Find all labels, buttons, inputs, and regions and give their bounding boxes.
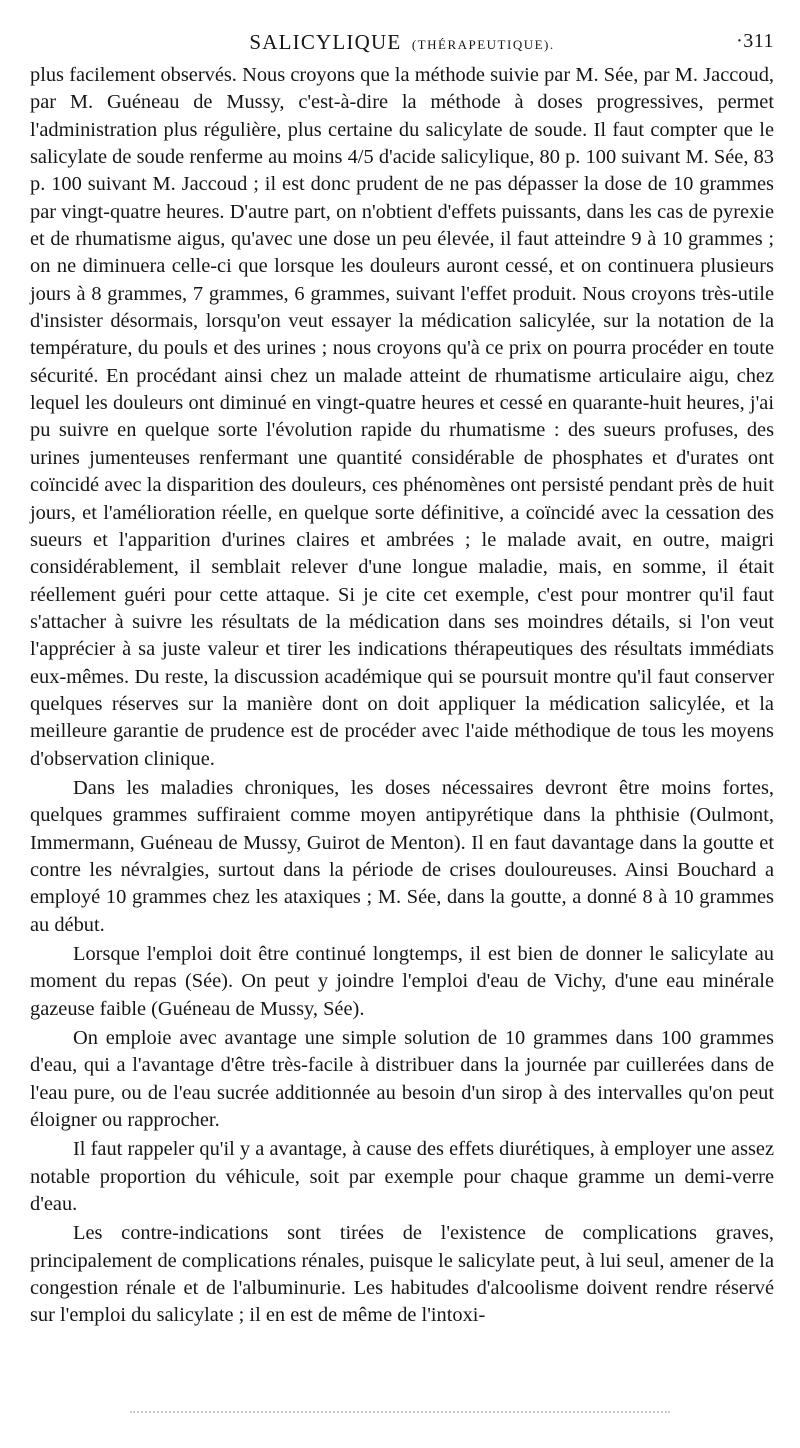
body-text xyxy=(30,62,774,1330)
paragraph-long-term-use: Lorsque l'emploi doit être continué longtemps, il est bien de donner le salicylate au moment du repas (Sée). On peut y joindre l'emploi d'eau de Vichy, d'une eau minérale gazeuse faible (Guéneau de Mussy, Sée). xyxy=(30,943,774,1020)
running-head xyxy=(30,30,774,60)
running-title xyxy=(30,30,774,55)
footer-rule xyxy=(130,1411,670,1413)
paragraph-chronic-diseases: Dans les maladies chroniques, les doses nécessaires devront être moins fortes, quelques grammes suffiraient comme moyen antipyrétique dans la phthisie (Oulmont, Immermann, Guéneau de Mussy, Guirot de Menton). Il en faut davantage dans la goutte et contre les névralgies, surtout dans la période de crises douloureuses. Ainsi Bouchard a employé 10 grammes chez les ataxiques ; M. Sée, dans la goutte, a donné 8 à 10 grammes au début. xyxy=(30,776,774,936)
paragraph-continuation: plus facilement observés. Nous croyons que la méthode suivie par M. Sée, par M. Jaccoud, par M. Guéneau de Mussy, c'est-à-dire la méthode à doses progressives, permet l'administration plus régulière, plus certaine du salicylate de soude. Il faut compter que le salicylate de soude renferme au moins 4/5 d'acide salicylique, 80 p. 100 suivant M. Sée, 83 p. 100 suivant M. Jaccoud ; il est donc prudent de ne pas dépasser la dose de 10 grammes par vingt-quatre heures. D'autre part, on n'obtient d'effets puissants, dans les cas de pyrexie et de rhumatisme aigus, qu'avec une dose un peu élevée, il faut atteindre 9 à 10 grammes ; on ne diminuera celle-ci que lorsque les douleurs auront cessé, et on continuera plusieurs jours à 8 grammes, 7 grammes, 6 grammes, suivant l'effet produit. Nous croyons très-utile d'insister désormais, lorsqu'on veut essayer la médication salicylée, sur la notation de la température, du pouls et des urines ; nous croyons qu'à ce prix on pourra procéder en toute sécurité. En procédant ainsi chez un malade atteint de rhumatisme articulaire aigu, chez lequel les douleurs ont diminué en vingt-quatre heures et cessé en quarante-huit heures, j'ai pu suivre en quelque sorte l'évolution rapide du rhumatisme : des sueurs profuses, des urines jumenteuses renfermant une quantité considérable de phosphates et d'urates ont coïncidé avec la disparition des douleurs, ces phénomènes ont persisté pendant près de huit jours, et l'amélioration réelle, en quelque sorte définitive, a coïncidé avec la cessation des sueurs et l'apparition d'urines claires et ambrées ; le malade avait, en outre, maigri considérablement, il semblait relever d'une longue maladie, mais, en somme, il était réellement guéri pour cette attaque. Si je cite cet exemple, c'est pour montrer qu'il faut s'attacher à suivre les résultats de la médication dans ses moindres détails, si l'on veut l'apprécier à sa juste valeur et tirer les indications thérapeutiques des résultats immédiats eux-mêmes. Du reste, la discussion académique qui se poursuit montre qu'il faut conserver quelques réserves sur la manière dont on doit appliquer la médication salicylée, et la meilleure garantie de prudence est de procéder avec l'aide méthodique de tous les moyens d'observation clinique. xyxy=(30,64,774,770)
running-title-main: SALICYLIQUE xyxy=(249,30,402,54)
page-number: ·311 xyxy=(736,30,774,52)
paragraph-contraindications: Les contre-indications sont tirées de l'existence de complications graves, principalement de complications rénales, puisque le salicylate peut, à lui seul, amener de la congestion rénale et de l'albuminurie. Les habitudes d'alcoolisme doivent rendre réservé sur l'emploi du salicylate ; il en est de même de l'intoxi- xyxy=(30,1222,774,1327)
paragraph-solution: On emploie avec avantage une simple solution de 10 grammes dans 100 grammes d'eau, qui a l'avantage d'être très-facile à distribuer dans la journée par cuillerées dans de l'eau pure, ou de l'eau sucrée additionnée au besoin d'un sirop à des intervalles qu'on peut éloigner ou rapprocher. xyxy=(30,1027,774,1132)
running-title-subtitle: (THÉRAPEUTIQUE). xyxy=(411,37,555,52)
paragraph-diuretic: Il faut rappeler qu'il y a avantage, à cause des effets diurétiques, à employer une assez notable proportion du véhicule, soit par exemple pour chaque gramme un demi-verre d'eau. xyxy=(30,1138,774,1216)
